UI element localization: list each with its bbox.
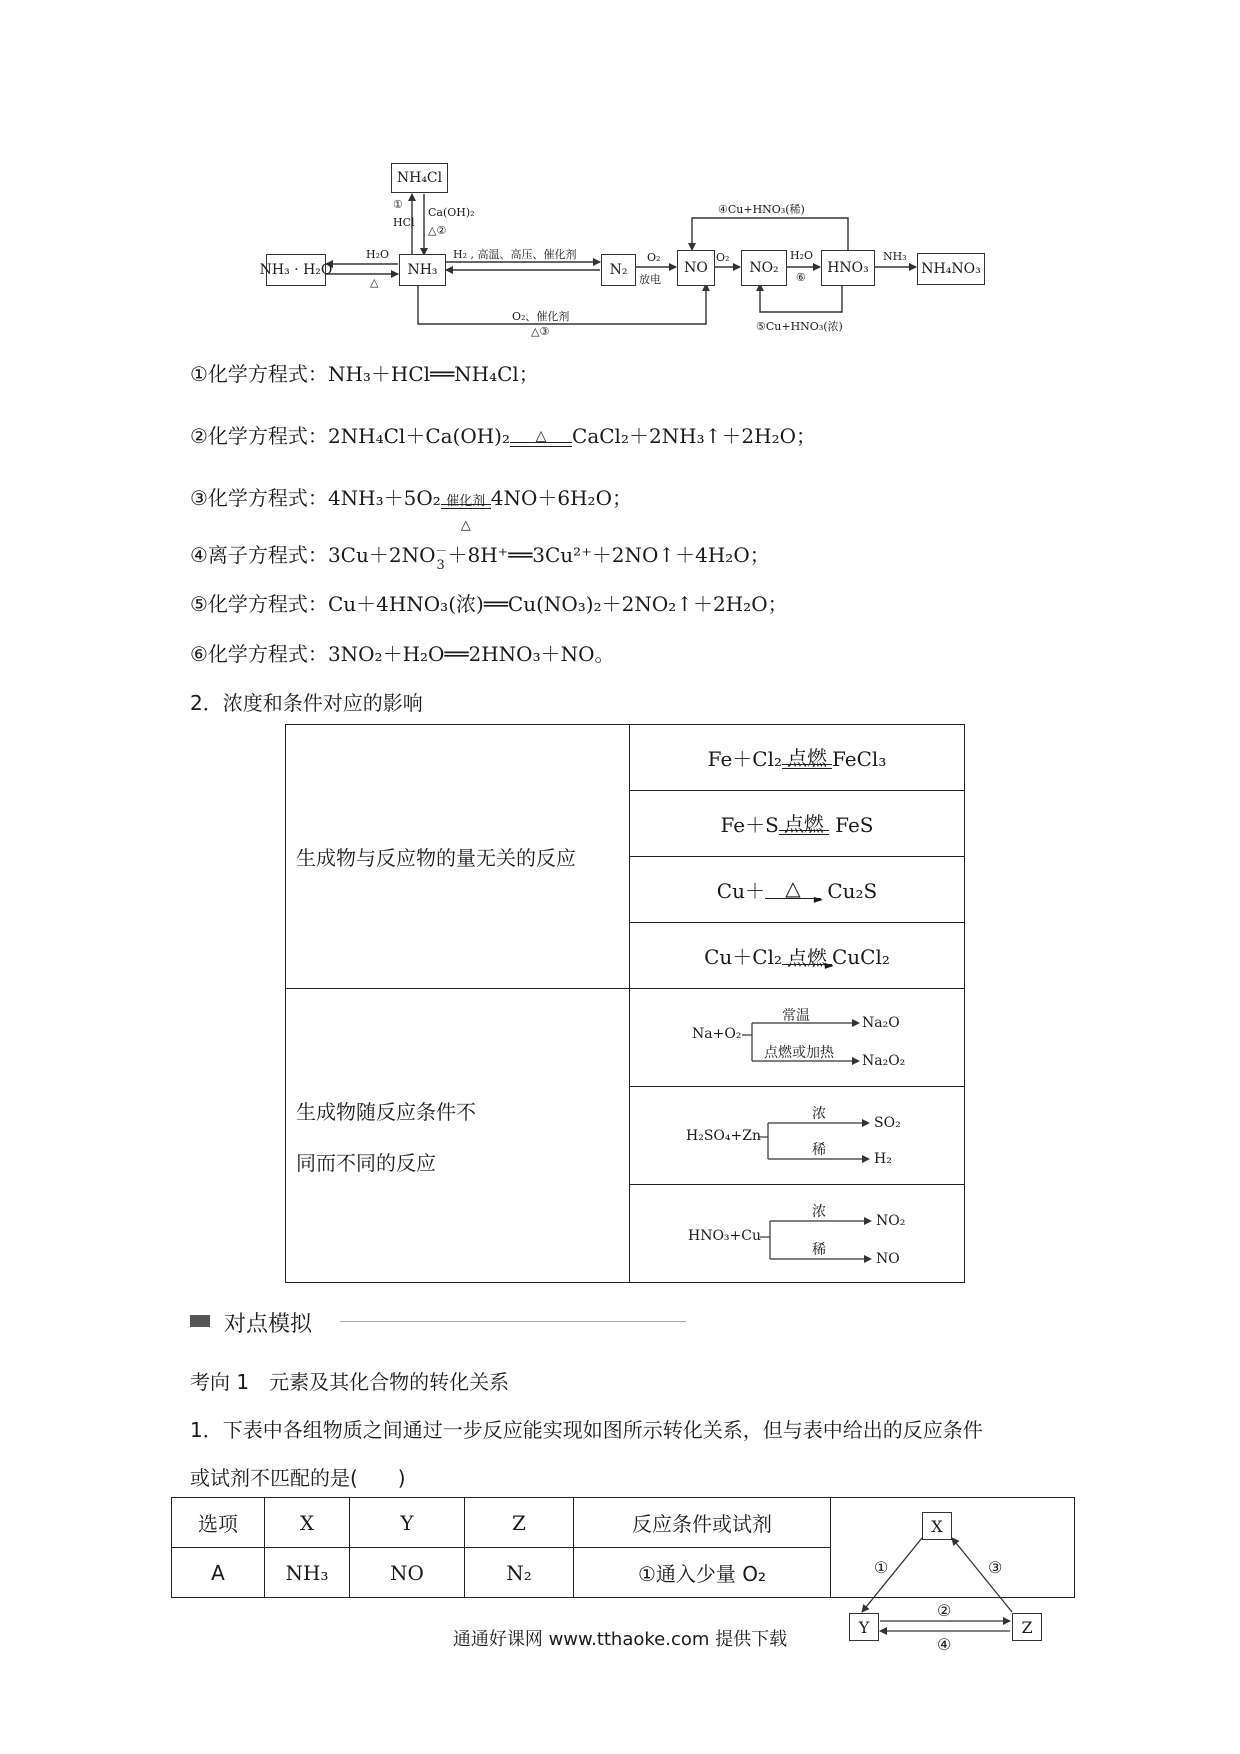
branch-cond-2: 点燃或加热 (764, 1045, 834, 1061)
label-hcl: HCl (393, 216, 415, 229)
label-circ1: ① (393, 198, 403, 211)
equation-post: 4NO＋6H₂O； (490, 486, 632, 510)
branch-arrows (630, 989, 962, 1087)
branch-prod-1: SO₂ (874, 1115, 901, 1131)
section-marker (190, 1315, 210, 1327)
products: CuCl₂ (832, 945, 890, 969)
label-fangdian: 放电 (639, 273, 661, 286)
label-cu-dilute: ④Cu+HNO₃(稀) (718, 203, 805, 216)
cell-z: N₂ (465, 1548, 574, 1598)
branch-prod-1: Na₂O (862, 1015, 900, 1031)
node-nh4cl: NH₄Cl (391, 163, 448, 193)
branch-reactant: H₂SO₄+Zn (686, 1128, 761, 1144)
condition-catalyst: 催化剂 (446, 494, 486, 509)
label-caoh2: Ca(OH)₂ (428, 206, 475, 219)
branch-cond-1: 常温 (782, 1008, 810, 1024)
header-y: Y (350, 1498, 465, 1548)
equation-text: Cu＋4HNO₃(浓)══Cu(NO₃)₂＋2NO₂↑＋2H₂O； (327, 592, 788, 616)
label-cu-conc: ⑤Cu+HNO₃(浓) (756, 320, 843, 333)
node-nh3: NH₃ (399, 254, 446, 286)
condition-ignite: 点燃 (783, 812, 824, 836)
equation-pre: 3Cu＋2NO (327, 543, 436, 567)
question-1-line-1: 1．下表中各组物质之间通过一步反应能实现如图所示转化关系，但与表中给出的反应条件 (190, 1418, 983, 1442)
branch-prod-2: NO (876, 1251, 900, 1267)
triangle-label-4: ④ (937, 1635, 952, 1654)
branch-cond-2: 稀 (812, 1142, 826, 1158)
charge-minus: － (435, 544, 448, 558)
equation-6 (190, 638, 615, 667)
reactants: Fe＋Cl₂ (707, 747, 782, 771)
node-hno3: HNO₃ (821, 250, 875, 286)
products: Cu₂S (827, 879, 878, 903)
equation-label: ④离子方程式： (190, 543, 328, 567)
question-1-line-2: 或试剂不匹配的是( ) (190, 1466, 406, 1490)
equation-text: 3NO₂＋H₂O══2HNO₃＋NO。 (327, 642, 615, 666)
triangle-node-x: X (922, 1512, 952, 1540)
branch-arrows (630, 1087, 962, 1185)
option-a: A (172, 1548, 265, 1598)
label-circ6: ⑥ (796, 271, 806, 284)
branch-prod-2: H₂ (874, 1151, 892, 1167)
branch-prod-1: NO₂ (876, 1213, 906, 1229)
equation-4 (190, 539, 770, 573)
label-o2-top: O₂ (647, 251, 661, 264)
equation-label: ③化学方程式： (190, 486, 328, 510)
cell-condition: ①通入少量 O₂ (574, 1548, 831, 1598)
branch-na-o2 (630, 989, 965, 1087)
equation-pre: 2NH₄Cl＋Ca(OH)₂ (327, 424, 511, 448)
node-no: NO (677, 250, 715, 286)
header-x: X (265, 1498, 350, 1548)
products: FeS (835, 813, 874, 837)
branch-prod-2: Na₂O₂ (862, 1053, 906, 1069)
node-nh4no3: NH₄NO₃ (917, 253, 985, 285)
triangle-label-2: ② (937, 1601, 952, 1620)
equation-3 (190, 482, 632, 533)
equation-label: ①化学方程式： (190, 362, 328, 386)
reactants: Cu＋Cl₂ (704, 945, 782, 969)
label-o2-cat: O₂、催化剂 (512, 310, 570, 323)
branch-hno3-cu (630, 1185, 965, 1283)
header-option: 选项 (172, 1498, 265, 1548)
triangle-label-3: ③ (988, 1558, 1003, 1577)
reactants: Fe＋S (720, 813, 779, 837)
label-h2-cond: H₂ , 高温、高压、催化剂 (453, 248, 577, 261)
equation-5 (190, 588, 788, 617)
equation-2 (190, 420, 816, 449)
branch-reactant: Na+O₂ (692, 1026, 742, 1042)
label-heat-bottom: △ (370, 276, 379, 289)
branch-cond-1: 浓 (812, 1204, 826, 1220)
condition-heat: △ (460, 518, 471, 533)
equation-text: NH₃＋HCl══NH₄Cl； (327, 362, 539, 386)
equation-label: ⑥化学方程式： (190, 642, 328, 666)
label-nh3-arrow: NH₃ (883, 250, 907, 263)
reaction-fe-cl2 (630, 725, 965, 791)
label-o2-mid: O₂ (716, 251, 730, 264)
condition-heat: △ (785, 876, 801, 900)
cell-y: NO (350, 1548, 465, 1598)
header-condition: 反应条件或试剂 (574, 1498, 831, 1548)
flow-diagram-lines (0, 0, 1240, 340)
condition-ignite: 点燃 (787, 946, 827, 970)
equation-label: ②化学方程式： (190, 424, 328, 448)
section-divider (340, 1321, 686, 1322)
condition-ignite: 点燃 (787, 746, 827, 770)
header-z: Z (465, 1498, 574, 1548)
reactants: Cu＋ (716, 879, 765, 903)
reaction-cu-cl2: Cu＋Cl₂ 点燃 ► CuCl₂ (630, 923, 965, 989)
condition-table (285, 724, 965, 1283)
group-label-line-1: 生成物随反应条件不 (296, 1099, 476, 1124)
branch-arrows (630, 1185, 962, 1283)
footer-credit: 通通好课网 www.tthaoke.com 提供下载 (452, 1629, 788, 1650)
condition-heat: △ (535, 428, 547, 444)
cell-x: NH₃ (265, 1548, 350, 1598)
node-n2: N₂ (601, 254, 636, 286)
triangle-label-1: ① (874, 1558, 889, 1577)
kaoxiang-heading: 考向 1 元素及其化合物的转化关系 (190, 1370, 510, 1394)
triangle-node-y: Y (849, 1613, 879, 1641)
subscript-3: 3 (436, 558, 445, 573)
group-label-line-2: 同而不同的反应 (296, 1150, 436, 1175)
branch-h2so4-zn (630, 1087, 965, 1185)
reaction-fe-s (630, 791, 965, 857)
label-h2o-top: H₂O (366, 248, 390, 261)
group-label-condition-dependent (286, 989, 630, 1283)
node-nh3-h2o: NH₃ · H₂O (266, 254, 326, 286)
equation-pre: 4NH₃＋5O₂ (327, 486, 441, 510)
section-heading-duidian: 对点模拟 (224, 1312, 313, 1337)
equation-post: ＋8H⁺══3Cu²⁺＋2NO↑＋4H₂O； (447, 543, 770, 567)
equation-post: CaCl₂＋2NH₃↑＋2H₂O； (572, 424, 816, 448)
branch-cond-1: 浓 (812, 1106, 826, 1122)
label-h2o-mid: H₂O (790, 249, 814, 262)
node-no2: NO₂ (741, 250, 787, 286)
section-2-title: 2．浓度和条件对应的影响 (190, 691, 423, 715)
branch-cond-2: 稀 (812, 1242, 826, 1258)
equation-label: ⑤化学方程式： (190, 592, 328, 616)
triangle-node-z: Z (1012, 1613, 1042, 1641)
reaction-cu-s: Cu＋ △ ► Cu₂S (630, 857, 965, 923)
group-label-amount-independent: 生成物与反应物的量无关的反应 (286, 725, 630, 989)
products: FeCl₃ (832, 747, 887, 771)
label-heat3: △③ (531, 325, 550, 338)
label-heat2: △② (428, 224, 447, 237)
branch-reactant: HNO₃+Cu (688, 1228, 762, 1244)
equation-1 (190, 358, 539, 387)
